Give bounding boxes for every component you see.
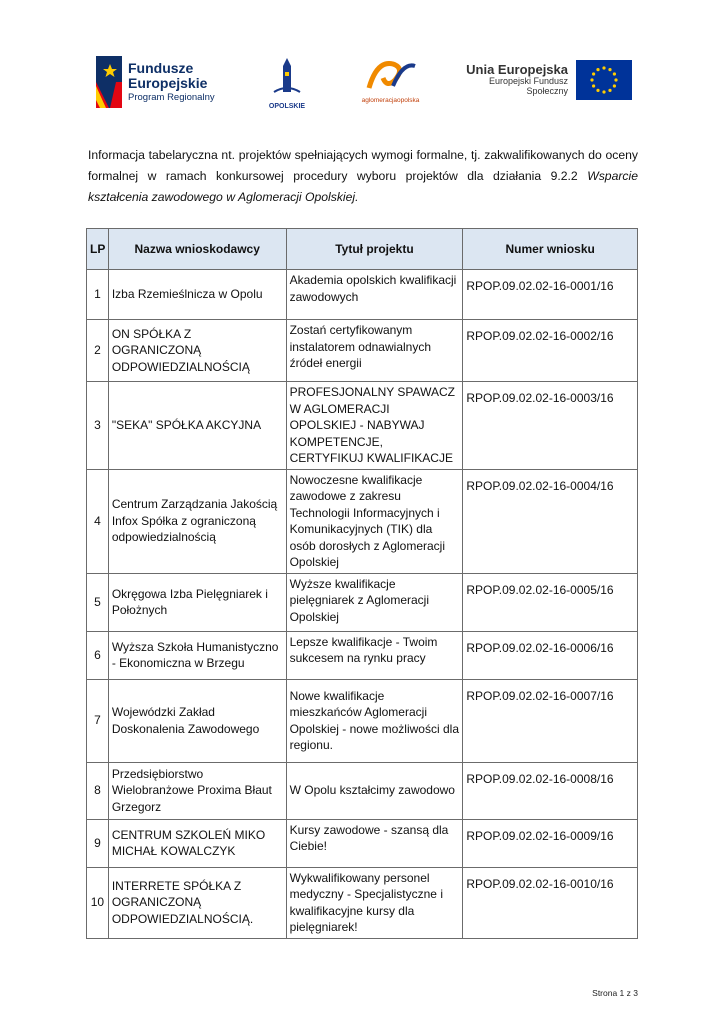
cell-title: Nowoczesne kwalifikacje zawodowe z zakresu Technologii Informacyjnych i Komunikacyjnych (TIK) dla osób dorosłych z Aglomeracji Opolskiej xyxy=(286,469,463,573)
intro-paragraph xyxy=(88,145,638,208)
ue-line1: Unia Europejska xyxy=(466,61,568,77)
cell-applicant: INTERRETE SPÓŁKA Z OGRANICZONĄ ODPOWIEDZIALNOŚCIĄ. xyxy=(108,867,286,938)
opolskie-logo xyxy=(257,58,317,108)
cell-number: RPOP.09.02.02-16-0004/16 xyxy=(463,469,638,573)
aglomeracja-swirl-icon xyxy=(363,56,419,92)
table-header-row xyxy=(87,229,638,270)
unia-europejska-logo xyxy=(462,60,632,100)
cell-lp: 7 xyxy=(87,679,109,762)
cell-lp: 9 xyxy=(87,819,109,867)
aglomeracja-text: aglomeracjaopolska xyxy=(361,97,420,104)
cell-lp: 8 xyxy=(87,762,109,819)
page-number: Strona 1 z 3 xyxy=(592,988,638,998)
cell-applicant: Izba Rzemieślnicza w Opolu xyxy=(108,270,286,320)
table-row xyxy=(87,573,638,631)
table-row xyxy=(87,762,638,819)
cell-title: Zostań certyfikowanym instalatorem odnawialnych źródeł energii xyxy=(286,320,463,382)
intro-italic: Wsparcie kształcenia zawodowego w Aglomeracji Opolskiej. xyxy=(88,169,638,204)
cell-title: W Opolu kształcimy zawodowo xyxy=(286,762,463,819)
table-row xyxy=(87,819,638,867)
aglomeracja-logo xyxy=(358,56,423,106)
table-row xyxy=(87,469,638,573)
cell-title: Wyższe kwalifikacje pielęgniarek z Aglomeracji Opolskiej xyxy=(286,573,463,631)
cell-lp: 10 xyxy=(87,867,109,938)
header-number: Numer wniosku xyxy=(463,229,638,270)
opolskie-tower-icon xyxy=(272,58,302,96)
cell-number: RPOP.09.02.02-16-0010/16 xyxy=(463,867,638,938)
intro-text: Informacja tabelaryczna nt. projektów spełniających wymogi formalne, tj. zakwalifikowanych do oceny formalnej w ramach konkursowej procedury wyboru projektów dla działania 9.2.2 xyxy=(88,148,638,183)
cell-applicant: Wojewódzki Zakład Doskonalenia Zawodowego xyxy=(108,679,286,762)
cell-applicant: Okręgowa Izba Pielęgniarek i Położnych xyxy=(108,573,286,631)
cell-number: RPOP.09.02.02-16-0002/16 xyxy=(463,320,638,382)
cell-title: Kursy zawodowe - szansą dla Ciebie! xyxy=(286,819,463,867)
header-lp: LP xyxy=(87,229,109,270)
table-row xyxy=(87,631,638,679)
cell-applicant: "SEKA" SPÓŁKA AKCYJNA xyxy=(108,382,286,470)
opolskie-text: OPOLSKIE xyxy=(268,103,306,110)
cell-title: Wykwalifikowany personel medyczny - Specjalistyczne i kwalifikacyjne kursy dla pielęgniarek! xyxy=(286,867,463,938)
table-row xyxy=(87,382,638,470)
cell-number: RPOP.09.02.02-16-0005/16 xyxy=(463,573,638,631)
cell-title: Nowe kwalifikacje mieszkańców Aglomeracji Opolskiej - nowe możliwości dla regionu. xyxy=(286,679,463,762)
fundusze-line3: Program Regionalny xyxy=(128,91,215,103)
fundusze-line2: Europejskie xyxy=(128,75,208,92)
cell-applicant: Centrum Zarządzania Jakością Infox Spółka z ograniczoną odpowiedzialnością xyxy=(108,469,286,573)
cell-number: RPOP.09.02.02-16-0001/16 xyxy=(463,270,638,320)
header-applicant: Nazwa wnioskodawcy xyxy=(108,229,286,270)
cell-number: RPOP.09.02.02-16-0007/16 xyxy=(463,679,638,762)
cell-applicant: Wyższa Szkoła Humanistyczno - Ekonomiczna w Brzegu xyxy=(108,631,286,679)
table-row xyxy=(87,679,638,762)
ue-line2: Europejski Fundusz Społeczny xyxy=(488,76,568,97)
eu-flag-icon xyxy=(576,60,632,100)
cell-title: Akademia opolskich kwalifikacji zawodowych xyxy=(286,270,463,320)
cell-lp: 2 xyxy=(87,320,109,382)
cell-lp: 1 xyxy=(87,270,109,320)
logo-bar xyxy=(92,52,632,112)
table-row xyxy=(87,270,638,320)
cell-number: RPOP.09.02.02-16-0003/16 xyxy=(463,382,638,470)
projects-table xyxy=(86,228,638,939)
cell-lp: 3 xyxy=(87,382,109,470)
cell-applicant: ON SPÓŁKA Z OGRANICZONĄ ODPOWIEDZIALNOŚCIĄ xyxy=(108,320,286,382)
cell-number: RPOP.09.02.02-16-0009/16 xyxy=(463,819,638,867)
cell-title: Lepsze kwalifikacje - Twoim sukcesem na rynku pracy xyxy=(286,631,463,679)
cell-lp: 4 xyxy=(87,469,109,573)
table-row xyxy=(87,320,638,382)
table-row xyxy=(87,867,638,938)
cell-lp: 6 xyxy=(87,631,109,679)
fundusze-line1: Fundusze xyxy=(128,60,194,77)
cell-number: RPOP.09.02.02-16-0008/16 xyxy=(463,762,638,819)
cell-applicant: CENTRUM SZKOLEŃ MIKO MICHAŁ KOWALCZYK xyxy=(108,819,286,867)
fundusze-flag-icon xyxy=(96,56,122,108)
fundusze-europejskie-logo xyxy=(96,56,215,108)
cell-title: PROFESJONALNY SPAWACZ W AGLOMERACJI OPOLSKIEJ - NABYWAJ KOMPETENCJE, CERTYFIKUJ KWALIFIKACJE xyxy=(286,382,463,470)
header-title: Tytuł projektu xyxy=(286,229,463,270)
cell-number: RPOP.09.02.02-16-0006/16 xyxy=(463,631,638,679)
cell-lp: 5 xyxy=(87,573,109,631)
cell-applicant: Przedsiębiorstwo Wielobranżowe Proxima Błaut Grzegorz xyxy=(108,762,286,819)
